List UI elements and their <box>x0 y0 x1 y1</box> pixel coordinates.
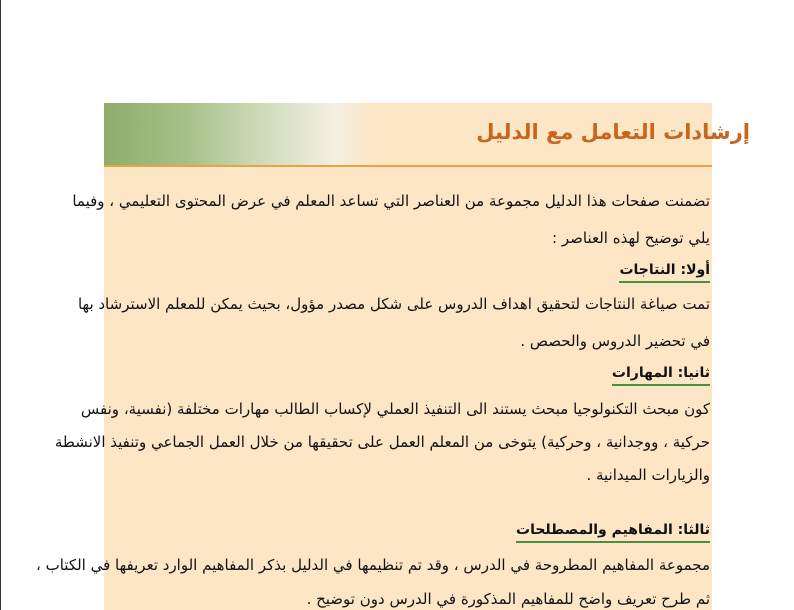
intro-line-1: تضمنت صفحات هذا الدليل مجموعة من العناصر التي تساعد المعلم في عرض المحتوى التعليمي ، وفيما <box>72 192 710 210</box>
intro-line-2: يلي توضيح لهذه العناصر : <box>552 229 710 247</box>
concepts-line-1: مجموعة المفاهيم المطروحة في الدرس ، وقد تم تنظيمها في الدليل بذكر المفاهيم الوارد تعريفها في الكتاب ، <box>36 556 710 574</box>
section-heading-skills: ثانيا: المهارات <box>612 365 710 386</box>
skills-line-1: كون مبحث التكنولوجيا مبحث يستند الى التنفيذ العملي لإكساب الطالب مهارات مختلفة (نفسية، ونفس <box>80 400 710 418</box>
page-edge-line <box>0 0 1 610</box>
skills-line-2: حركية ، ووجدانية ، وحركية) يتوخى من المعلم العمل على تحقيقها من خلال العمل الجماعي وتنفيذ الانشطة <box>54 433 710 451</box>
concepts-line-2: ثم طرح تعريف واضح للمفاهيم المذكورة في الدرس دون توضيح . <box>306 590 710 608</box>
section-heading-concepts: ثالثا: المفاهيم والمصطلحات <box>516 522 710 543</box>
outcomes-line-2: في تحضير الدروس والحصص . <box>520 332 710 350</box>
skills-line-3: والزيارات الميدانية . <box>586 466 710 484</box>
outcomes-line-1: تمت صياغة النتاجات لتحقيق اهداف الدروس على شكل مصدر مؤول، بحيث يمكن للمعلم الاسترشاد بها <box>77 295 710 313</box>
page-title: إرشادات التعامل مع الدليل <box>476 120 750 144</box>
section-heading-outcomes: أولا: النتاجات <box>619 262 710 283</box>
